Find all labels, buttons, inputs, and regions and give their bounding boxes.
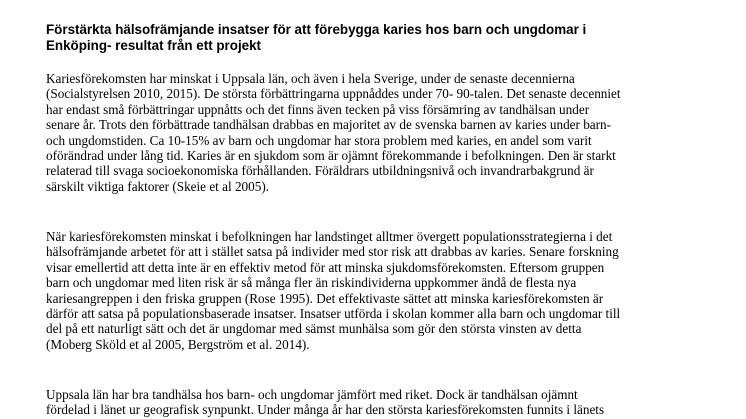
text-line: fördelad i länet ur geografisk synpunkt. Under många år har den största kariesförekomsten funnits i länets (46, 402, 605, 418)
text-line: barn och ungdomar med liten risk är så många fler än riskindividerna uppkommer ändå de flesta nya (46, 275, 577, 291)
text-line: oförändrad under lång tid. Karies är en sjukdom som är ojämnt förekommande i befolkningen. Den är starkt (46, 148, 616, 164)
paragraph-population-strategy (46, 229, 716, 352)
document-title (46, 22, 706, 53)
text-line: (Socialstyrelsen 2010, 2015). De största förbättringarna uppnåddes under 70- 90-talen. Det senaste decenniet (46, 86, 621, 102)
text-line: har endast små förbättringar uppnåtts och det finns även tecken på viss försämring av tandhälsan under (46, 101, 590, 117)
text-line: därför att satsa på populationsbaserade insatser. Insatser utförda i skolan kommer alla barn och ungdomar till (46, 306, 621, 322)
text-line: När kariesförekomsten minskat i befolkningen har landstinget alltmer övergett populationsstrategierna i det (46, 229, 613, 244)
text-line: hälsofrämjande arbetet för att i stället satsa på individer med stor risk att drabbas av karies. Senare forskning (46, 244, 619, 260)
title-line: Enköping- resultat från ett projekt (46, 37, 262, 53)
text-line: visar emellertid att detta inte är en effektiv metod för att minska sjukdomsförekomsten. Eftersom gruppen (46, 259, 605, 275)
text-line: del på ett naturligt sätt och det är ungdomar med sämst munhälsa som gör den största vinsten av detta (46, 321, 582, 337)
text-line: Uppsala län har bra tandhälsa hos barn- och ungdomar jämfört med riket. Dock är tandhälsan ojämnt (46, 387, 578, 402)
paragraph-caries-prevalence (46, 71, 716, 194)
text-line: Kariesförekomsten har minskat i Uppsala län, och även i hela Sverige, under de senaste decennierna (46, 71, 575, 86)
text-line: relaterad till svaga socioekonomiska förhållanden. Föräldrars utbildningsnivå och invandrarbakgrund är (46, 163, 594, 179)
paragraph-uppsala-county (46, 387, 716, 418)
text-line: senare år. Trots den förbättrade tandhälsan drabbas en majoritet av de svenska barnen av karies under barn- (46, 117, 612, 133)
text-line: (Moberg Sköld et al 2005, Bergström et al. 2014). (46, 336, 310, 352)
text-line: och ungdomstiden. Ca 10-15% av barn och ungdomar har stora problem med karies, en andel som varit (46, 132, 592, 148)
text-line: särskilt viktiga faktorer (Skeie et al 2005). (46, 178, 270, 194)
text-line: kariesangreppen i den friska gruppen (Rose 1995). Det effektivaste sättet att minska kariesförekomsten är (46, 290, 604, 306)
title-line: Förstärkta hälsofrämjande insatser för att förebygga karies hos barn och ungdomar i (46, 22, 587, 37)
